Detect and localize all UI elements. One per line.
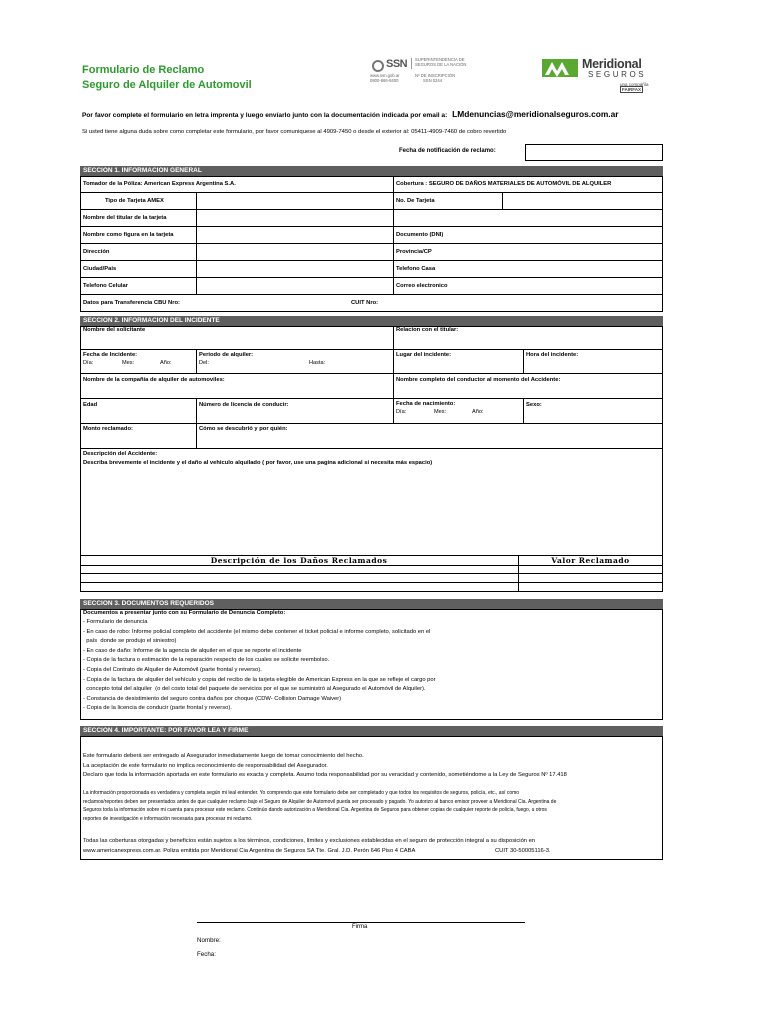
documento-item: - En caso de robo: Informe policial completo del accidente (el mismo debe contener el ticket policial e informe completo, solicitado en el — [83, 628, 431, 635]
ssn-name: SUPERINTENDENCIA DE SEGUROS DE LA NACIÓN — [415, 57, 467, 67]
monto-label: Monto reclamado: — [83, 426, 133, 432]
danos-column-header: Descripción de los Daños Reclamados — [210, 556, 388, 565]
fecha-incidente-mes: Mes: — [122, 360, 135, 366]
conductor-label: Nombre completo del conductor al momento del Accidente: — [396, 377, 561, 383]
fecha-label: Fecha: — [197, 951, 216, 958]
instruction-text: Por favor complete el formulario en letra imprenta y luego envíarlo junto con la documentación indicada por email a: LMdenuncias@meridionalseguros.com.ar — [82, 109, 619, 119]
descripcion-input[interactable] — [82, 470, 662, 554]
claims-email[interactable]: LMdenuncias@meridionalseguros.com.ar — [452, 109, 619, 119]
periodo-label: Periodo de alquiler: — [199, 352, 254, 358]
ssn-inscription: Nº DE INSCRIPCIÓN SSN 0244 — [415, 73, 456, 83]
documento-item: - Copia de la factura de alquiler del vehículo y copia del recibo de la tarjeta elegible de American Express en la que se refleje el cargo por — [83, 676, 436, 683]
nombre-titular-label: Nombre del titular de la tarjeta — [83, 215, 167, 221]
direccion-input[interactable] — [197, 244, 392, 260]
coverage-paragraph: Todas las coberturas otorgadas y beneficios están sujetos a los términos, condiciones, límites y exclusiones establecidas en el seguro de protección integral a su disposición en www.americanexpress.com.ar. Poliza emitida por Meridional Cia Argentina de Seguros SA Tte. Gral. J.D. Perón 646 Piso 4 CABA — [83, 838, 536, 854]
ciudad-input[interactable] — [197, 261, 392, 277]
help-text: Si usted tiene alguna duda sobre como completar este formulario, por favor comuniquese al 4909-7450 o desde el exterior al: 05411-4909-7460 de cobro revertido — [82, 129, 507, 135]
fecha-incidente-dia: Día: — [83, 360, 94, 366]
signature-line[interactable] — [197, 922, 525, 923]
meridional-sub: SEGUROS — [588, 70, 647, 79]
form-title-line1: Formulario de Reclamo — [82, 64, 205, 76]
meridional-wordmark: Meridional — [582, 57, 642, 71]
meridional-logo — [542, 57, 660, 91]
no-tarjeta-label: No. De Tarjeta — [396, 198, 435, 204]
nacimiento-dia: Día: — [396, 409, 407, 415]
cuit-label: CUIT Nro: — [351, 300, 379, 306]
solicitante-label: Nombre del solicitante — [83, 327, 146, 333]
tel-celular-label: Telefono Celular — [83, 283, 128, 289]
nombre-figura-label: Nombre como figura en la tarjeta — [83, 232, 174, 238]
documento-item: - Copia del Contrato de Alquiler de Automóvil (parte frontal y reverso). — [83, 666, 262, 673]
documento-item: concepto total del alquiler (o del costo total del paquete de servicios por el que se suministró al Asegurado el Automóvil de Alquiler). — [83, 686, 426, 693]
ssn-wordmark: SSN — [386, 58, 408, 70]
nacimiento-mes: Mes: — [434, 409, 447, 415]
cobertura-label: Cobertura : SEGURO DE DAÑOS MATERIALES DE AUTOMÓVIL DE ALQUILER — [396, 181, 612, 187]
meridional-tagline: una compañía FAIRFAX — [620, 82, 649, 92]
meridional-cuit: CUIT 30-50005116-3. — [495, 848, 551, 854]
meridional-emblem-icon — [542, 59, 578, 77]
tipo-tarjeta-input[interactable] — [197, 193, 392, 209]
documentos-list — [83, 618, 436, 714]
firma-label: Firma — [352, 924, 368, 930]
nombre-figura-input[interactable] — [197, 227, 392, 243]
descripcion-sub: Describa brevemente el incidente y el daño al vehiculo alquilado ( por favor, use una pagina adicional si necesita más espacio) — [83, 460, 433, 466]
form-title-line2: Seguro de Alquiler de Automovil — [82, 79, 252, 91]
no-tarjeta-input[interactable] — [503, 193, 662, 209]
documento-item: - Formulario de denuncia — [83, 619, 148, 625]
como-label: Cómo se descubrió y por quién: — [199, 426, 288, 432]
nacimiento-label: Fecha de nacimiento: — [396, 401, 456, 407]
compania-label: Nombre de la compañía de alquiler de automoviles: — [83, 377, 225, 383]
documento-item: - Constancia de desistimiento del seguro contra daños por choque (CDW- Collision Damage Waiver) — [83, 695, 342, 702]
documento-item: - Copia de la licencia de conducir (parte frontal y reverso). — [83, 705, 232, 712]
fecha-notificacion-label: Fecha de notificación de reclamo: — [399, 148, 496, 154]
periodo-del: Del: — [199, 360, 209, 366]
hora-label: Hora del incidente: — [526, 352, 579, 358]
fecha-notificacion-input[interactable] — [525, 144, 663, 161]
ssn-contact: www.ssn.gob.ar 0800-666-8400 — [370, 73, 400, 83]
nacimiento-anio: Año: — [472, 409, 484, 415]
nombre-label: Nombre: — [197, 937, 221, 944]
fecha-incidente-anio: Año: — [160, 360, 172, 366]
relacion-label: Relacion con el titular: — [396, 327, 459, 333]
declaration-paragraph: Este formulario deberá ser entregado al Asegurador inmediatamente luego de tomar conocimiento del hecho. La aceptación de este formulario no implica reconocimiento de responsabilidad del Asegurador. Declaro que toda la información aportada en este formulario es exacta y completa. Asumo toda responsabilidad por su veracidad y contenido, sometiéndome a la Ley de Seguros Nº 17.418 — [83, 753, 567, 779]
documento-label: Documento (DNI) — [396, 232, 444, 238]
documento-item: - Copia de la factura o estimación de la reparación respecto de los cuales se solicite reembolso. — [83, 657, 330, 664]
descripcion-title: Descripción del Accidente: — [83, 451, 158, 457]
section4-header: SECCION 4. IMPORTANTE: POR FAVOR LEA Y FIRME — [80, 726, 663, 736]
authorization-paragraph: La información proporcionada es verdadera y completa según mi leal entender. Yo comprendo que este formulario debe ser completado y que todos los requisitos de seguros, policía, etc., así como reclamos/reportes deben ser presentados antes de que cualquier reclamo bajo el Seguro de Alquiler de Automovil pueda ser procesado y pagado. Yo autorizo al banco emisor proveer a Meridional Cia. Argentina de Seguros toda la información sobre mi cuenta para procesar este reclamo. Continúo dando autorización a Meridional Cia. Argentina de Seguros para obtener copias de cualquier reporte de policía, fuego, u otros reportes de investigación e información necesaria para procesar mi reclamo. — [83, 790, 557, 822]
fecha-incidente-label: Fecha de Incidente: — [83, 352, 138, 358]
section2-header: SECCION 2. INFORMACION DEL INCIDENTE — [80, 316, 663, 326]
nombre-titular-input[interactable] — [197, 210, 392, 226]
correo-label: Correo electronico — [396, 283, 448, 289]
direccion-label: Dirección — [83, 249, 110, 255]
valor-column-header: Valor Reclamado — [551, 556, 630, 565]
documento-item: - En caso de daño: Informe de la agencia de alquiler en el que se reporte el incidente — [83, 647, 302, 654]
edad-label: Edad — [83, 402, 98, 408]
tomador-label: Tomador de la Póliza: American Express Argentina S.A. — [83, 181, 236, 187]
lugar-label: Lugar del incidente: — [396, 352, 452, 358]
documentos-intro: Documentos a presentar junto con su Formulario de Denuncia Completo: — [83, 610, 286, 616]
ciudad-label: Ciudad/País — [83, 266, 117, 272]
tel-casa-label: Telefono Casa — [396, 266, 436, 272]
tipo-tarjeta-label: Tipo de Tarjeta AMEX — [105, 198, 164, 204]
licencia-label: Número de licencia de conducir: — [199, 402, 289, 408]
documento-item: país donde se produjo el siniestro) — [83, 638, 177, 645]
section3-header: SECCION 3. DOCUMENTOS REQUERIDOS — [80, 599, 663, 609]
tel-celular-input[interactable] — [197, 278, 392, 294]
cbu-label: Datos para Transferencia CBU Nro: — [83, 300, 180, 306]
sexo-label: Sexo: — [526, 402, 542, 408]
ssn-logo — [370, 55, 500, 91]
section1-header: SECCION 1. INFORMACION GENERAL — [80, 166, 663, 176]
provincia-label: Provincia/CP — [396, 249, 432, 255]
periodo-hasta: Hasta: — [309, 360, 326, 366]
